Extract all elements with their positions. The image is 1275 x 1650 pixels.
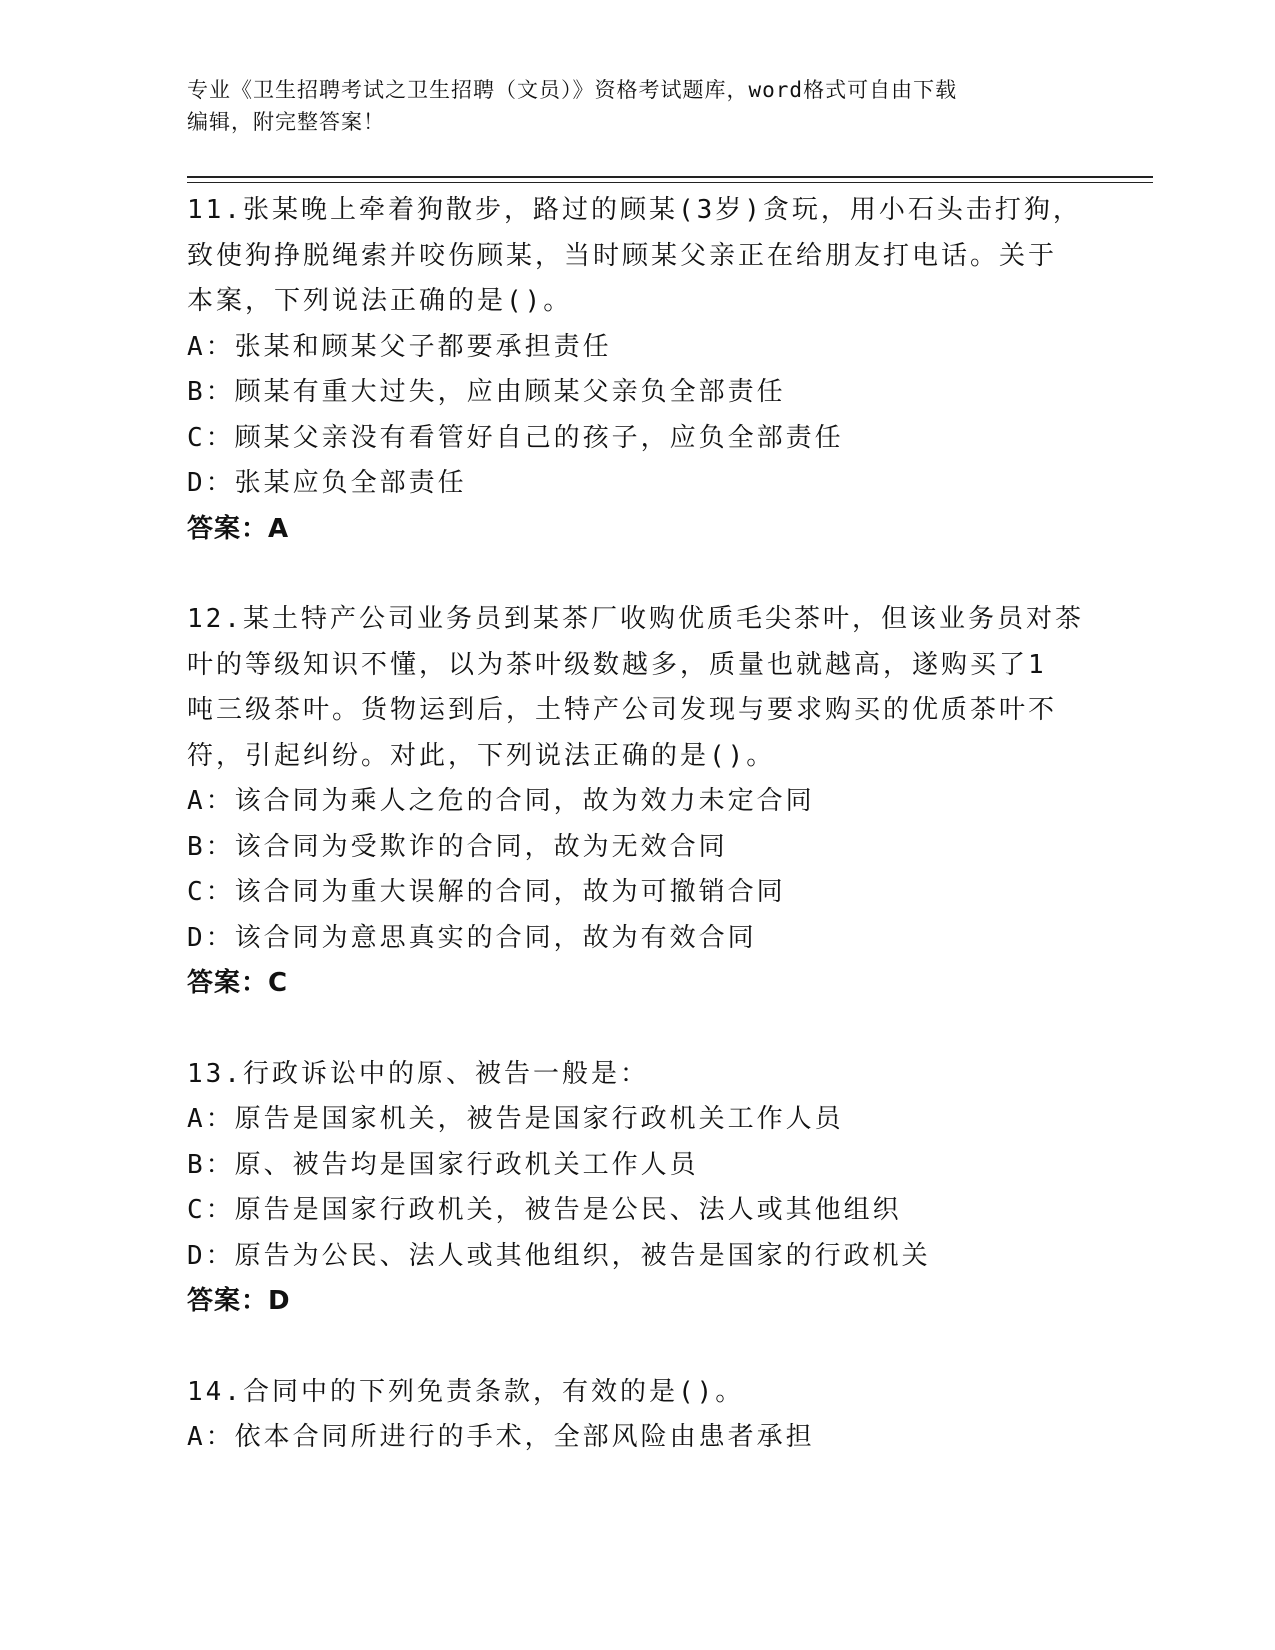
question-text-line: 本案，下列说法正确的是()。 <box>187 286 573 316</box>
option-a: A：依本合同所进行的手术，全部风险由患者承担 <box>187 1422 815 1452</box>
question-text-line: 符，引起纠纷。对此，下列说法正确的是()。 <box>187 740 776 771</box>
answer-label: 答案：D <box>187 1286 291 1316</box>
option-d: D：张某应负全部责任 <box>187 468 467 498</box>
option-a: A：原告是国家机关，被告是国家行政机关工作人员 <box>187 1104 844 1134</box>
header-divider-thin <box>187 182 1153 183</box>
option-c: C：原告是国家行政机关，被告是公民、法人或其他组织 <box>187 1195 902 1225</box>
spacer <box>187 552 1107 597</box>
answer-label: 答案：A <box>187 513 290 544</box>
spacer <box>187 1007 1107 1052</box>
question-text-line: 14.合同中的下列免责条款，有效的是()。 <box>187 1376 745 1407</box>
answer-label: 答案：C <box>187 968 289 998</box>
header-line-2: 编辑，附完整答案！ <box>187 110 385 134</box>
question-text-line: 致使狗挣脱绳索并咬伤顾某，当时顾某父亲正在给朋友打电话。关于 <box>187 240 1058 271</box>
question-text-line: 吨三级茶叶。货物运到后，土特产公司发现与要求购买的优质茶叶不 <box>187 695 1058 725</box>
question-text-line: 12.某土特产公司业务员到某茶厂收购优质毛尖茶叶，但该业务员对茶 <box>187 604 1084 634</box>
option-c: C：顾某父亲没有看管好自己的孩子，应负全部责任 <box>187 422 844 453</box>
question-13 <box>187 1052 1107 1325</box>
option-c: C：该合同为重大误解的合同，故为可撤销合同 <box>187 877 786 907</box>
header-line-1: 专业《卫生招聘考试之卫生招聘（文员）》资格考试题库，word格式可自由下载 <box>187 78 958 102</box>
question-text-line: 13.行政诉讼中的原、被告一般是： <box>187 1058 649 1089</box>
option-b: B：该合同为受欺诈的合同，故为无效合同 <box>187 831 728 862</box>
question-11 <box>187 188 1107 552</box>
document-header <box>187 74 1087 138</box>
option-d: D：原告为公民、法人或其他组织，被告是国家的行政机关 <box>187 1240 931 1271</box>
question-14 <box>187 1370 1107 1461</box>
option-b: B：原、被告均是国家行政机关工作人员 <box>187 1149 699 1180</box>
option-b: B：顾某有重大过失，应由顾某父亲负全部责任 <box>187 377 786 407</box>
question-text-line: 叶的等级知识不懂，以为茶叶级数越多，质量也就越高，遂购买了1 <box>187 649 1047 680</box>
option-a: A：张某和顾某父子都要承担责任 <box>187 331 612 362</box>
spacer <box>187 1325 1107 1370</box>
question-text-line: 11.张某晚上牵着狗散步，路过的顾某(3岁)贪玩，用小石头击打狗， <box>187 195 1082 225</box>
header-divider-thick <box>187 176 1153 178</box>
question-12 <box>187 597 1107 1007</box>
option-a: A：该合同为乘人之危的合同，故为效力未定合同 <box>187 786 815 816</box>
option-d: D：该合同为意思真实的合同，故为有效合同 <box>187 922 757 953</box>
question-list <box>187 188 1107 1461</box>
